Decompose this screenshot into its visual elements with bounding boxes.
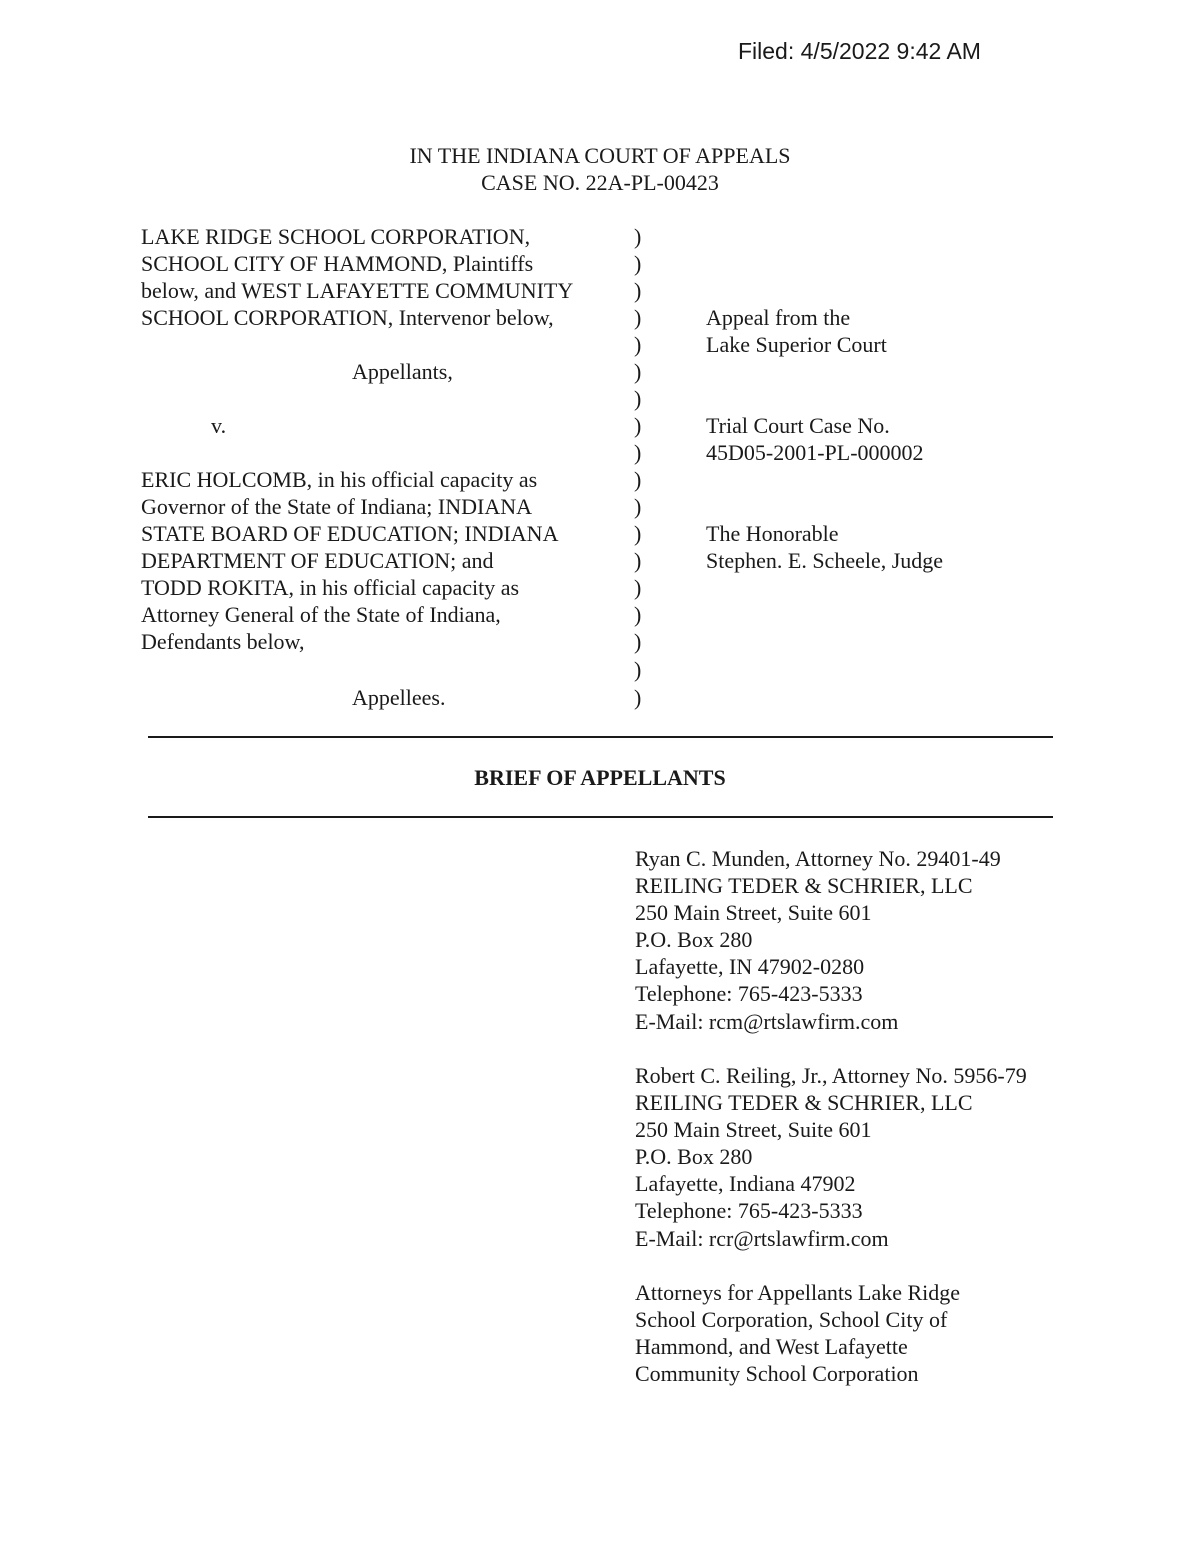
street-address: 250 Main Street, Suite 601 (635, 900, 872, 926)
attorney-block-munden (635, 845, 1001, 1035)
appeal-from-line: Appeal from the (706, 305, 851, 330)
paren-mark: ) (634, 685, 642, 710)
attorneys-for-line: School Corporation, School City of (635, 1307, 948, 1333)
plaintiffs-line: SCHOOL CITY OF HAMMOND, Plaintiffs (141, 251, 534, 276)
po-box: P.O. Box 280 (635, 927, 753, 953)
city-state-zip: Lafayette, IN 47902-0280 (635, 954, 865, 980)
appeal-from-court: Lake Superior Court (706, 332, 887, 357)
telephone: Telephone: 765-423-5333 (635, 1198, 863, 1224)
street-address: 250 Main Street, Suite 601 (635, 1117, 872, 1143)
paren-mark: ) (634, 629, 642, 654)
paren-mark: ) (634, 251, 642, 276)
trial-court-case-no: 45D05-2001-PL-000002 (706, 440, 924, 465)
paren-mark: ) (634, 548, 642, 573)
attorneys-for-line: Hammond, and West Lafayette (635, 1334, 908, 1360)
plaintiffs-line: below, and WEST LAFAYETTE COMMUNITY (141, 278, 574, 303)
court-header (0, 142, 1200, 196)
firm-name: REILING TEDER & SCHRIER, LLC (635, 1090, 973, 1116)
paren-mark: ) (634, 224, 642, 249)
filed-stamp: Filed: 4/5/2022 9:42 AM (738, 38, 981, 64)
city-state-zip: Lafayette, Indiana 47902 (635, 1171, 856, 1197)
paren-mark: ) (634, 467, 642, 492)
paren-mark: ) (634, 332, 642, 357)
attorneys-for-line: Community School Corporation (635, 1361, 919, 1387)
defendants-line: Attorney General of the State of Indiana, (141, 602, 501, 627)
top-divider (148, 736, 1053, 738)
paren-mark: ) (634, 575, 642, 600)
defendants-line: ERIC HOLCOMB, in his official capacity as (141, 467, 538, 492)
defendants-line: TODD ROKITA, in his official capacity as (141, 575, 520, 600)
paren-mark: ) (634, 359, 642, 384)
paren-mark: ) (634, 386, 642, 411)
attorney-name-line: Ryan C. Munden, Attorney No. 29401-49 (635, 846, 1001, 871)
appellees-label: Appellees. (352, 685, 446, 710)
paren-mark: ) (634, 602, 642, 627)
attorneys-for-line: Attorneys for Appellants Lake Ridge (635, 1280, 961, 1305)
appellants-label: Appellants, (352, 359, 453, 384)
plaintiffs-line: SCHOOL CORPORATION, Intervenor below, (141, 305, 554, 330)
attorney-block-reiling (635, 1062, 1027, 1252)
case-number: CASE NO. 22A-PL-00423 (481, 170, 719, 195)
firm-name: REILING TEDER & SCHRIER, LLC (635, 873, 973, 899)
defendants-line: Governor of the State of Indiana; INDIANA (141, 494, 532, 519)
judge-name: Stephen. E. Scheele, Judge (706, 548, 944, 573)
judge-honorific: The Honorable (706, 521, 839, 546)
paren-mark: ) (634, 440, 642, 465)
paren-mark: ) (634, 278, 642, 303)
defendants-line: DEPARTMENT OF EDUCATION; and (141, 548, 494, 573)
bottom-divider (148, 816, 1053, 818)
brief-title: BRIEF OF APPELLANTS (474, 765, 726, 790)
trial-court-label: Trial Court Case No. (706, 413, 890, 438)
paren-mark: ) (634, 305, 642, 330)
attorneys-for-block (635, 1279, 960, 1387)
paren-mark: ) (634, 521, 642, 546)
attorney-name-line: Robert C. Reiling, Jr., Attorney No. 5956-79 (635, 1063, 1027, 1088)
court-name: IN THE INDIANA COURT OF APPEALS (409, 143, 791, 168)
email: E-Mail: rcr@rtslawfirm.com (635, 1225, 889, 1251)
telephone: Telephone: 765-423-5333 (635, 981, 863, 1007)
paren-mark: ) (634, 413, 642, 438)
defendants-line: STATE BOARD OF EDUCATION; INDIANA (141, 521, 559, 546)
paren-mark: ) (634, 494, 642, 519)
versus-label: v. (211, 413, 227, 438)
defendants-line: Defendants below, (141, 629, 305, 654)
po-box: P.O. Box 280 (635, 1144, 753, 1170)
plaintiffs-line: LAKE RIDGE SCHOOL CORPORATION, (141, 224, 531, 249)
email: E-Mail: rcm@rtslawfirm.com (635, 1008, 899, 1034)
paren-mark: ) (634, 657, 642, 682)
